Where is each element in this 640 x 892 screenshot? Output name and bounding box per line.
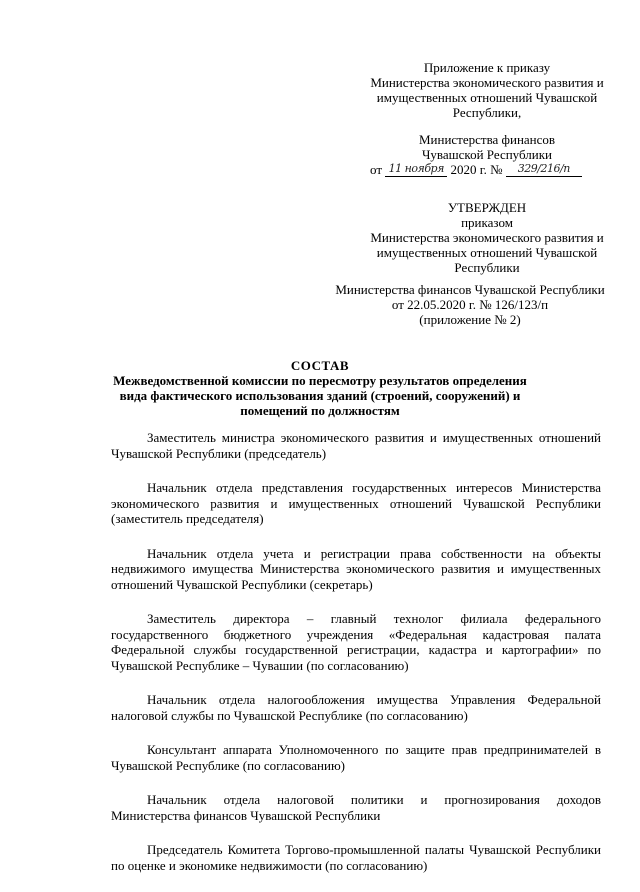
member-item: Начальник отдела учета и регистрации права собственности на объекты недвижимого имущества Министерства экономического развития и имущественных отношений Чувашской Республики (секретарь) — [111, 545, 601, 592]
member-item: Заместитель министра экономического развития и имущественных отношений Чувашской Республики (председатель) — [111, 430, 601, 461]
approved-order-line: от 22.05.2020 г. № 126/123/п — [391, 297, 549, 312]
approved-order-line: (приложение № 2) — [419, 312, 521, 327]
approved-block — [352, 200, 622, 275]
document-heading — [100, 358, 540, 418]
approved-line: Министерства экономического развития и — [370, 230, 604, 245]
handwritten-number: 329/216/п — [506, 162, 582, 177]
members-list — [111, 430, 601, 892]
member-item: Начальник отдела налоговой политики и прогнозирования доходов Министерства финансов Чувашской Республики — [111, 792, 601, 823]
appendix-block — [352, 60, 622, 177]
appendix-ministry-line: Министерства финансов — [418, 132, 556, 147]
order-date-line — [352, 162, 622, 177]
member-item: Начальник отдела представления государственных интересов Министерства экономического развития и имущественных отношений Чувашской Республики (заместитель председателя) — [111, 480, 601, 526]
approved-line: имущественных отношений Чувашской — [376, 245, 598, 260]
appendix-line: Министерства экономического развития и — [370, 75, 604, 90]
appendix-line: Республики, — [452, 105, 522, 120]
appendix-line: имущественных отношений Чувашской — [376, 90, 598, 105]
approved-line: Республики — [454, 260, 520, 275]
approved-order-block — [320, 282, 620, 327]
order-year: 2020 г. № — [450, 162, 503, 177]
member-item: Начальник отдела налогообложения имущества Управления Федеральной налоговой службы по Чувашской Республике (по согласованию) — [111, 692, 601, 723]
appendix-line: Приложение к приказу — [423, 60, 551, 75]
member-item: Председатель Комитета Торгово-промышленной палаты Чувашской Республики по оценке и экономике недвижимости (по согласованию) — [111, 842, 601, 873]
heading-title: СОСТАВ — [290, 358, 350, 373]
order-prefix: от — [370, 162, 383, 177]
approved-line: приказом — [461, 215, 513, 230]
member-item: Консультант аппарата Уполномоченного по защите прав предпринимателей в Чувашской Республике (по согласованию) — [111, 742, 601, 773]
approved-order-line: Министерства финансов Чувашской Республики — [335, 282, 605, 297]
appendix-ministry-line: Чувашской Республики — [421, 147, 553, 162]
handwritten-date: 11 ноября — [385, 162, 447, 177]
approved-title: УТВЕРЖДЕН — [447, 200, 527, 215]
heading-subtitle: Межведомственной комиссии по пересмотру результатов определения вида фактического использования зданий (строений, сооружений) и помещений по должностям — [113, 373, 527, 418]
member-item: Заместитель директора – главный технолог филиала федерального государственного бюджетного учреждения «Федеральная кадастровая палата Федеральной службы государственной регистрации, кадастра и картографии» по Чувашской Республике – Чувашии (по согласованию) — [111, 611, 601, 673]
